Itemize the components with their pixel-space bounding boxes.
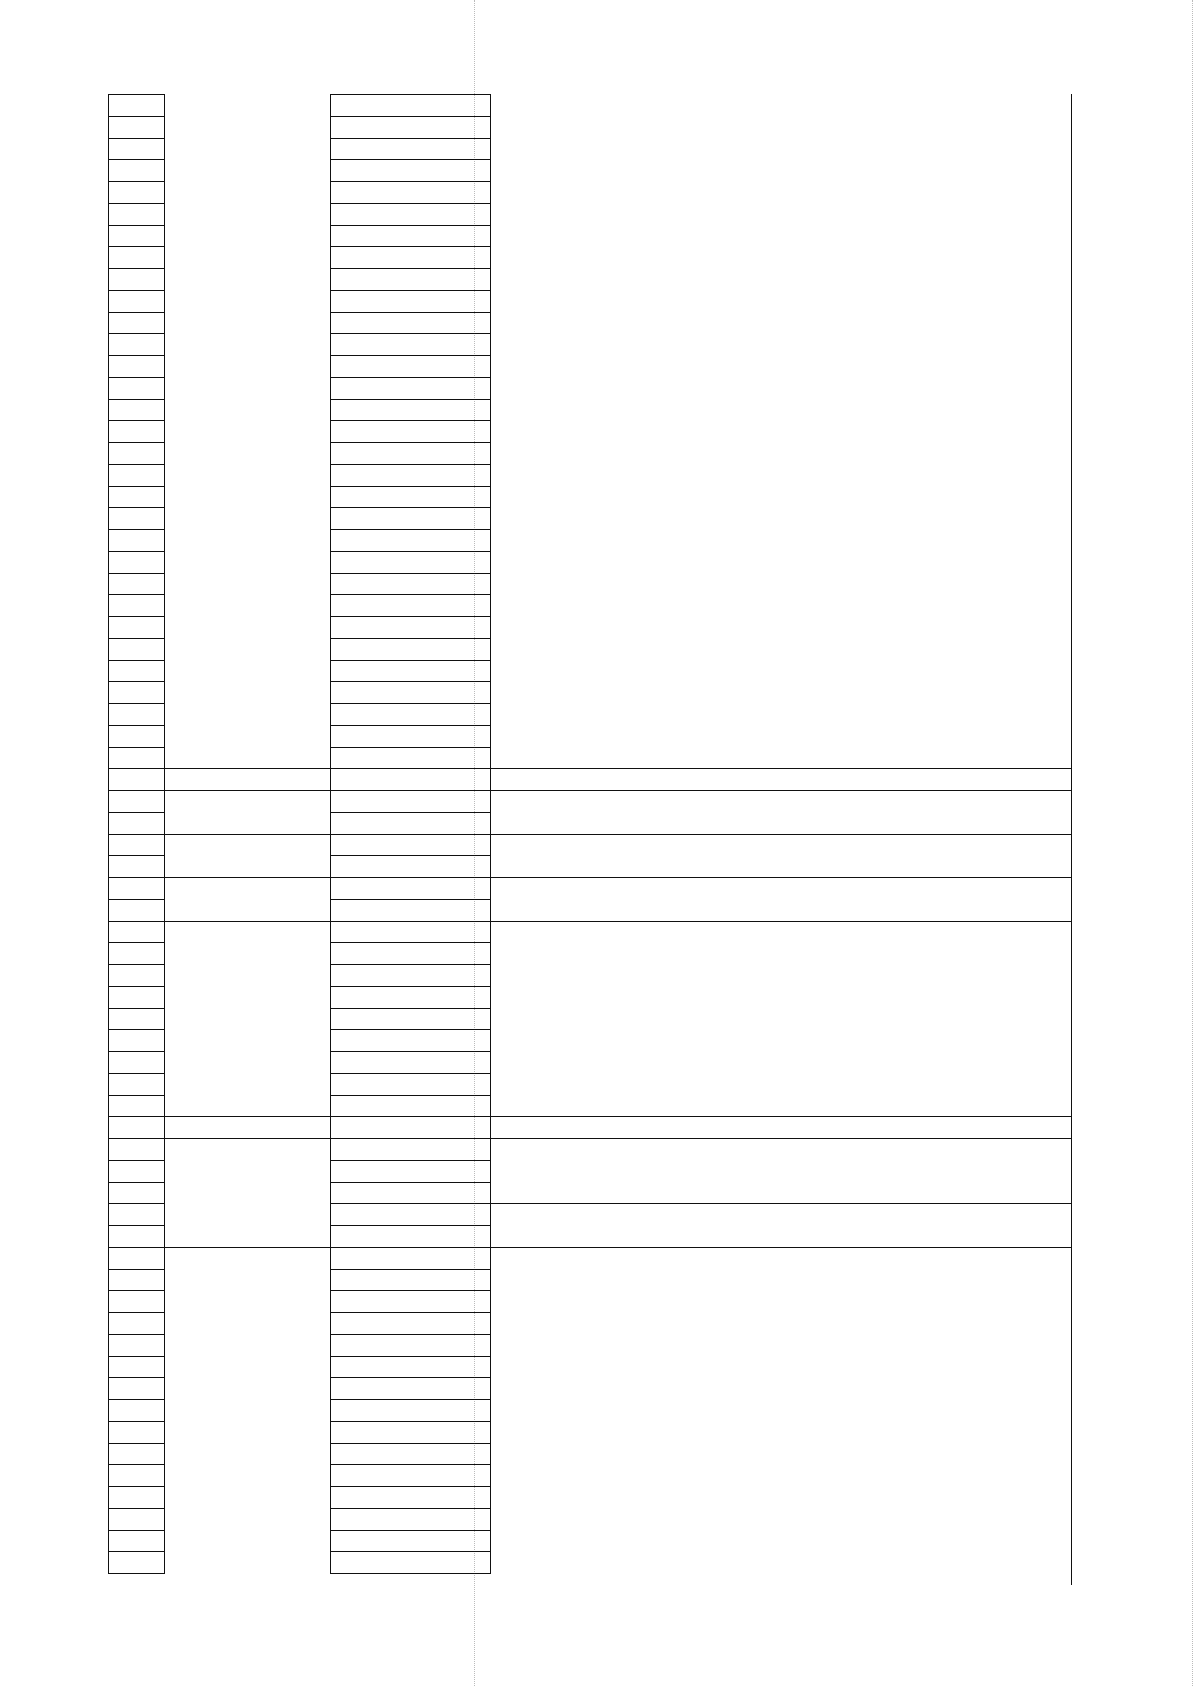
table-rule (491, 790, 1071, 791)
row-number-cell (108, 942, 165, 965)
row-number-cell (108, 268, 165, 291)
row-number-cell (108, 529, 165, 552)
cadastral-number-cell (330, 1421, 491, 1444)
cadastral-number-cell (330, 94, 491, 117)
cadastral-number-cell (330, 1399, 491, 1422)
cadastral-number-cell (330, 420, 491, 443)
cadastral-number-cell (330, 747, 491, 770)
row-number-cell (108, 507, 165, 530)
cadastral-number-cell (330, 594, 491, 617)
cadastral-number-cell (330, 1312, 491, 1335)
cadastral-number-cell (330, 855, 491, 878)
cadastral-number-cell (330, 1247, 491, 1270)
cadastral-number-cell (330, 268, 491, 291)
row-number-cell (108, 333, 165, 356)
table-right-border (1071, 94, 1072, 1585)
cadastral-number-cell (330, 616, 491, 639)
cadastral-number-cell (330, 333, 491, 356)
cadastral-number-cell (330, 529, 491, 552)
row-number-cell (108, 1377, 165, 1400)
row-number-cell (108, 638, 165, 661)
row-number-cell (108, 725, 165, 748)
table-rule (491, 834, 1071, 835)
table-rule (165, 1116, 330, 1117)
cadastral-number-cell (330, 399, 491, 422)
cadastral-number-cell (330, 1530, 491, 1553)
row-number-cell (108, 855, 165, 878)
row-number-cell (108, 1247, 165, 1270)
cadastral-number-cell (330, 203, 491, 226)
row-number-cell (108, 1095, 165, 1118)
table-rule (165, 1247, 330, 1248)
cadastral-number-cell (330, 790, 491, 813)
cadastral-number-cell (330, 725, 491, 748)
cadastral-number-cell (330, 355, 491, 378)
cadastral-number-cell (330, 638, 491, 661)
cadastral-number-cell (330, 138, 491, 161)
row-number-cell (108, 812, 165, 835)
table-rule (491, 1116, 1071, 1117)
cadastral-number-cell (330, 1443, 491, 1466)
row-number-cell (108, 1551, 165, 1574)
row-number-cell (108, 225, 165, 248)
row-number-cell (108, 1008, 165, 1031)
cadastral-number-cell (330, 1551, 491, 1574)
row-number-cell (108, 551, 165, 574)
row-number-cell (108, 1225, 165, 1248)
row-number-cell (108, 594, 165, 617)
cadastral-number-cell (330, 1203, 491, 1226)
cadastral-number-cell (330, 1377, 491, 1400)
row-number-cell (108, 768, 165, 791)
row-number-cell (108, 1356, 165, 1379)
cadastral-number-cell (330, 1356, 491, 1379)
row-number-cell (108, 1486, 165, 1509)
row-number-cell (108, 116, 165, 139)
row-number-cell (108, 442, 165, 465)
row-number-cell (108, 1399, 165, 1422)
cadastral-number-cell (330, 1073, 491, 1096)
cadastral-number-cell (330, 290, 491, 313)
cadastral-number-cell (330, 1116, 491, 1139)
cadastral-number-cell (330, 899, 491, 922)
row-number-cell (108, 703, 165, 726)
row-number-cell (108, 1203, 165, 1226)
table-rule (491, 768, 1071, 769)
cadastral-number-cell (330, 812, 491, 835)
row-number-cell (108, 1269, 165, 1292)
cadastral-number-cell (330, 442, 491, 465)
cadastral-number-cell (330, 181, 491, 204)
cadastral-number-cell (330, 768, 491, 791)
row-number-cell (108, 246, 165, 269)
cadastral-number-cell (330, 921, 491, 944)
row-number-cell (108, 1051, 165, 1074)
row-number-cell (108, 1160, 165, 1183)
row-number-cell (108, 877, 165, 900)
cadastral-number-cell (330, 942, 491, 965)
row-number-cell (108, 486, 165, 509)
row-number-cell (108, 1530, 165, 1553)
row-number-cell (108, 377, 165, 400)
row-number-cell (108, 1116, 165, 1139)
row-number-cell (108, 1138, 165, 1161)
row-number-cell (108, 1182, 165, 1205)
cadastral-number-cell (330, 660, 491, 683)
row-number-cell (108, 312, 165, 335)
cadastral-number-cell (330, 1095, 491, 1118)
cadastral-number-cell (330, 1508, 491, 1531)
table-rule (165, 790, 330, 791)
row-number-cell (108, 921, 165, 944)
row-number-cell (108, 573, 165, 596)
row-number-cell (108, 1334, 165, 1357)
scan-artifact-line (1192, 0, 1193, 1686)
row-number-cell (108, 616, 165, 639)
row-number-cell (108, 1290, 165, 1313)
cadastral-number-cell (330, 573, 491, 596)
cadastral-number-cell (330, 1486, 491, 1509)
row-number-cell (108, 986, 165, 1009)
row-number-cell (108, 399, 165, 422)
row-number-cell (108, 660, 165, 683)
cadastral-number-cell (330, 1051, 491, 1074)
table-rule (491, 1203, 1071, 1204)
row-number-cell (108, 1312, 165, 1335)
row-number-cell (108, 1443, 165, 1466)
cadastral-number-cell (330, 877, 491, 900)
row-number-cell (108, 420, 165, 443)
table-rule (165, 834, 330, 835)
row-number-cell (108, 203, 165, 226)
row-number-cell (108, 138, 165, 161)
table-rule (165, 1138, 330, 1139)
row-number-cell (108, 94, 165, 117)
cadastral-number-cell (330, 1464, 491, 1487)
cadastral-number-cell (330, 1029, 491, 1052)
row-number-cell (108, 1073, 165, 1096)
cadastral-number-cell (330, 246, 491, 269)
cadastral-number-cell (330, 551, 491, 574)
cadastral-number-cell (330, 1182, 491, 1205)
table-rule (165, 877, 330, 878)
cadastral-number-cell (330, 1160, 491, 1183)
cadastral-number-cell (330, 486, 491, 509)
cadastral-number-cell (330, 225, 491, 248)
row-number-cell (108, 1421, 165, 1444)
row-number-cell (108, 790, 165, 813)
cadastral-number-cell (330, 1225, 491, 1248)
cadastral-number-cell (330, 681, 491, 704)
cadastral-number-cell (330, 986, 491, 1009)
cadastral-number-cell (330, 464, 491, 487)
row-number-cell (108, 681, 165, 704)
table-rule (491, 1247, 1071, 1248)
table-rule (491, 921, 1071, 922)
cadastral-number-cell (330, 964, 491, 987)
table-rule (491, 877, 1071, 878)
table-rule (491, 1138, 1071, 1139)
cadastral-number-cell (330, 377, 491, 400)
row-number-cell (108, 464, 165, 487)
row-number-cell (108, 964, 165, 987)
cadastral-number-cell (330, 1008, 491, 1031)
cadastral-number-cell (330, 507, 491, 530)
cadastral-number-cell (330, 312, 491, 335)
row-number-cell (108, 181, 165, 204)
row-number-cell (108, 834, 165, 857)
row-number-cell (108, 290, 165, 313)
row-number-cell (108, 899, 165, 922)
cadastral-number-cell (330, 159, 491, 182)
cadastral-number-cell (330, 834, 491, 857)
cadastral-number-cell (330, 116, 491, 139)
cadastral-number-cell (330, 1138, 491, 1161)
table-rule (165, 921, 330, 922)
row-number-cell (108, 1029, 165, 1052)
cadastral-number-cell (330, 1334, 491, 1357)
cadastral-number-cell (330, 703, 491, 726)
row-number-cell (108, 159, 165, 182)
row-number-cell (108, 355, 165, 378)
cadastral-number-cell (330, 1290, 491, 1313)
row-number-cell (108, 1508, 165, 1531)
cadastral-number-cell (330, 1269, 491, 1292)
table-rule (165, 768, 330, 769)
row-number-cell (108, 1464, 165, 1487)
row-number-cell (108, 747, 165, 770)
